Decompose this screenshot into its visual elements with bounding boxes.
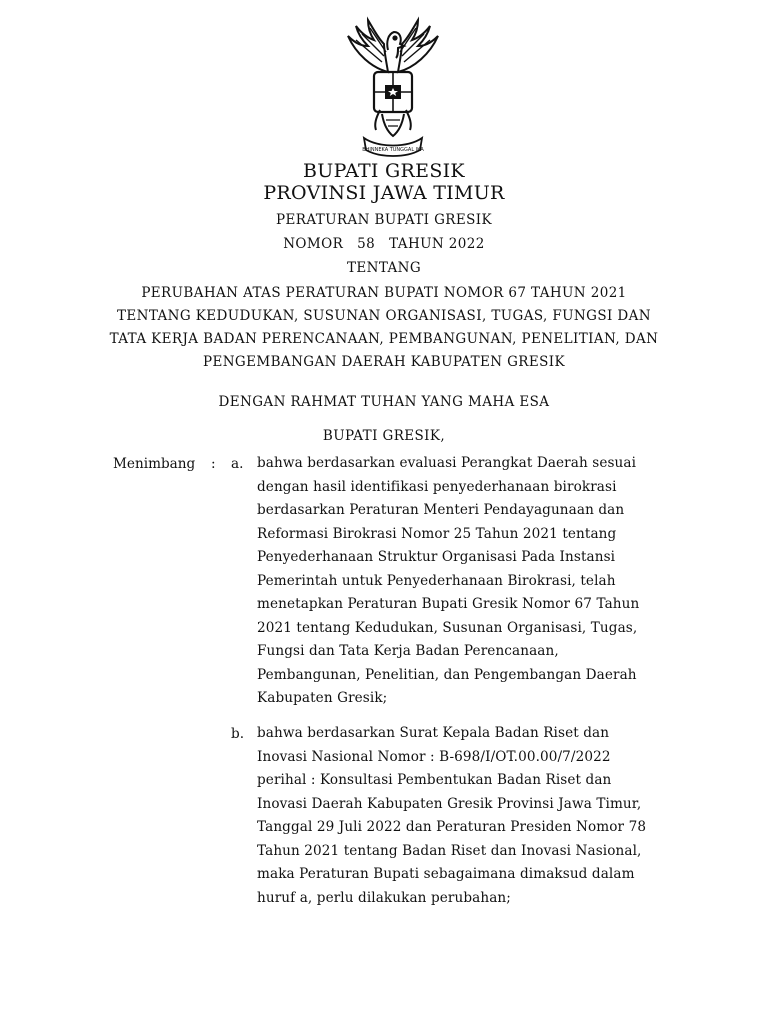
paragraph-line: berdasarkan Peraturan Menteri Pendayagunaan dan [257,502,625,518]
consideration-item-a [257,452,678,711]
svg-text:BHINNEKA TUNGGAL IKA: BHINNEKA TUNGGAL IKA [362,147,424,153]
province-title: PROVINSI JAWA TIMUR [263,182,505,204]
paragraph-line: huruf a, perlu dilakukan perubahan; [257,889,511,906]
paragraph-line: Pembangunan, Penelitian, dan Pengembangan Daerah [257,666,637,683]
paragraph-line: Fungsi dan Tata Kerja Badan Perencanaan, [257,643,559,659]
regulation-number-line [0,236,768,252]
paragraph-line: bahwa berdasarkan evaluasi Perangkat Daerah sesuai [257,455,637,471]
paragraph-line: Inovasi Daerah Kabupaten Gresik Provinsi Jawa Timur, [257,795,642,812]
paragraph-line: Tanggal 29 Juli 2022 dan Peraturan Presiden Nomor 78 [257,819,647,835]
invocation: DENGAN RAHMAT TUHAN YANG MAHA ESA [218,394,550,410]
paragraph-line: bahwa berdasarkan Surat Kepala Badan Riset dan [257,725,610,741]
paragraph-line: Kabupaten Gresik; [257,690,388,706]
paragraph-line: 2021 tentang Kedudukan, Susunan Organisasi, Tugas, [257,619,638,636]
regulation-number: 58 [357,236,376,252]
considerations-label: Menimbang [113,456,196,472]
regulation-title-line: TATA KERJA BADAN PERENCANAAN, PEMBANGUNAN, PENELITIAN, DAN [109,331,659,347]
paragraph-line: maka Peraturan Bupati sebagaimana dimaksud dalam [257,866,635,882]
about-label: TENTANG [346,260,422,276]
office-title: BUPATI GRESIK [303,160,465,182]
regulation-type: PERATURAN BUPATI GRESIK [276,212,492,228]
paragraph-line: Inovasi Nasional Nomor : B-698/I/OT.00.00/7/2022 [257,748,611,765]
item-letter-a: a. [231,456,244,472]
paragraph-line: Penyederhanaan Struktur Organisasi Pada Instansi [257,549,616,565]
paragraph-line: Pemerintah untuk Penyederhanaan Birokrasi, telah [257,572,616,589]
paragraph-line: Reformasi Birokrasi Nomor 25 Tahun 2021 tentang [257,525,617,542]
regulation-title-line: PENGEMBANGAN DAERAH KABUPATEN GRESIK [202,354,565,370]
authority: BUPATI GRESIK, [322,428,446,444]
considerations-colon: : [211,456,216,472]
garuda-pancasila-emblem-icon [342,10,444,160]
regulation-title-line: PERUBAHAN ATAS PERATURAN BUPATI NOMOR 67 TAHUN 2021 [141,285,627,301]
item-letter-b: b. [231,726,245,742]
paragraph-line: Tahun 2021 tentang Badan Riset dan Inovasi Nasional, [257,842,642,859]
number-label: NOMOR [283,236,344,252]
paragraph-line: perihal : Konsultasi Pembentukan Badan Riset dan [257,772,612,788]
consideration-item-b [257,722,678,910]
paragraph-line: menetapkan Peraturan Bupati Gresik Nomor 67 Tahun [257,596,640,612]
year-label: TAHUN 2022 [389,236,485,252]
paragraph-line: dengan hasil identifikasi penyederhanaan birokrasi [257,478,617,495]
regulation-title-line: TENTANG KEDUDUKAN, SUSUNAN ORGANISASI, TUGAS, FUNGSI DAN [117,308,651,324]
